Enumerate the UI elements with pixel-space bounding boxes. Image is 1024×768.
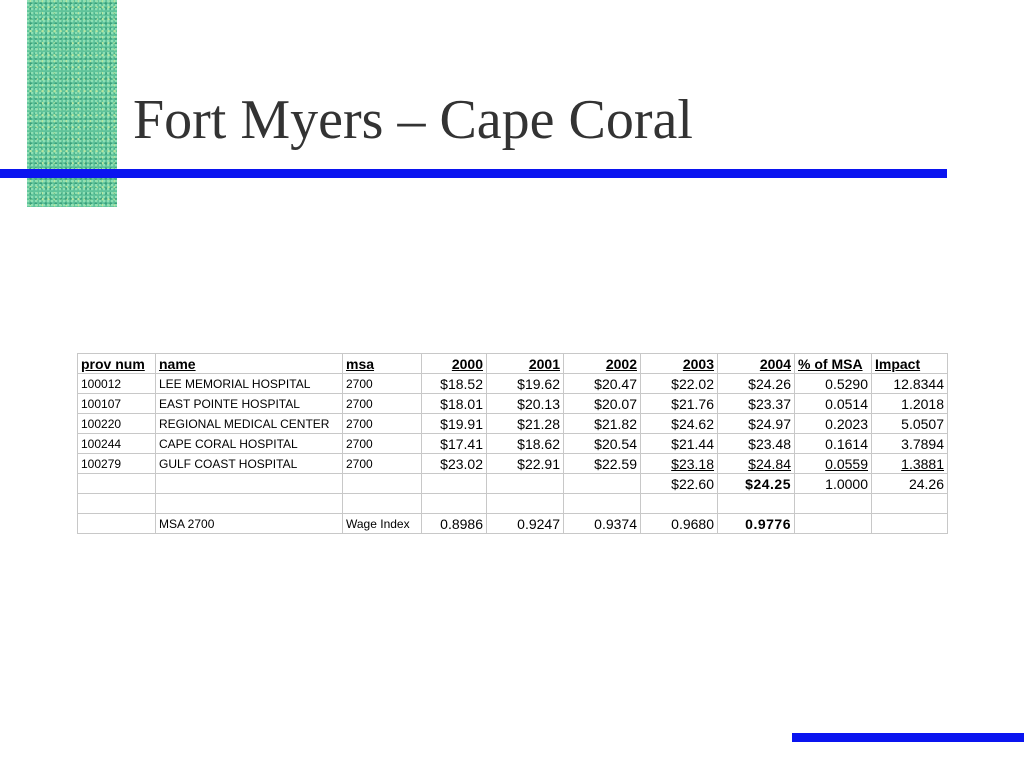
cell-prov-num: 100220 xyxy=(78,414,156,434)
cell-2004: $23.48 xyxy=(718,434,795,454)
cell-2001: $18.62 xyxy=(487,434,564,454)
empty-cell xyxy=(872,494,948,514)
total-2004: $24.25 xyxy=(718,474,795,494)
empty-cell xyxy=(422,474,487,494)
table-row xyxy=(78,434,948,454)
empty-cell xyxy=(718,494,795,514)
col-header-2004: 2004 xyxy=(718,354,795,374)
wage-index-2001: 0.9247 xyxy=(487,514,564,534)
cell-2002: $20.47 xyxy=(564,374,641,394)
col-header-impact: Impact xyxy=(872,354,948,374)
cell-2001: $20.13 xyxy=(487,394,564,414)
empty-cell xyxy=(343,474,422,494)
table-row xyxy=(78,414,948,434)
empty-cell xyxy=(78,514,156,534)
cell-2004: $24.26 xyxy=(718,374,795,394)
footer-accent-line xyxy=(792,733,1024,742)
cell-msa: 2700 xyxy=(343,434,422,454)
cell-impact: 5.0507 xyxy=(872,414,948,434)
total-pct-of-msa: 1.0000 xyxy=(795,474,872,494)
cell-name: REGIONAL MEDICAL CENTER xyxy=(156,414,343,434)
cell-pct-of-msa: 0.0514 xyxy=(795,394,872,414)
empty-cell xyxy=(564,494,641,514)
cell-impact: 12.8344 xyxy=(872,374,948,394)
wage-index-row xyxy=(78,514,948,534)
cell-2002: $20.54 xyxy=(564,434,641,454)
cell-2002: $22.59 xyxy=(564,454,641,474)
empty-cell xyxy=(78,474,156,494)
cell-pct-of-msa: 0.0559 xyxy=(795,454,872,474)
col-header-2003: 2003 xyxy=(641,354,718,374)
empty-cell xyxy=(795,514,872,534)
slide-title: Fort Myers – Cape Coral xyxy=(133,89,693,151)
col-header-msa: msa xyxy=(343,354,422,374)
cell-2004: $24.84 xyxy=(718,454,795,474)
cell-2002: $21.82 xyxy=(564,414,641,434)
cell-2003: $22.02 xyxy=(641,374,718,394)
cell-msa: 2700 xyxy=(343,394,422,414)
empty-cell xyxy=(872,514,948,534)
cell-prov-num: 100012 xyxy=(78,374,156,394)
cell-prov-num: 100107 xyxy=(78,394,156,414)
total-impact: 24.26 xyxy=(872,474,948,494)
cell-msa: 2700 xyxy=(343,414,422,434)
empty-cell xyxy=(343,494,422,514)
col-header-pct-of-msa: % of MSA xyxy=(795,354,872,374)
cell-2002: $20.07 xyxy=(564,394,641,414)
wage-index-2000: 0.8986 xyxy=(422,514,487,534)
cell-2004: $24.97 xyxy=(718,414,795,434)
blank-row xyxy=(78,494,948,514)
cell-2004: $23.37 xyxy=(718,394,795,414)
title-divider-line xyxy=(0,169,947,178)
cell-pct-of-msa: 0.2023 xyxy=(795,414,872,434)
cell-2003: $21.76 xyxy=(641,394,718,414)
cell-2001: $21.28 xyxy=(487,414,564,434)
empty-cell xyxy=(487,494,564,514)
cell-2000: $17.41 xyxy=(422,434,487,454)
cell-2000: $23.02 xyxy=(422,454,487,474)
cell-msa: 2700 xyxy=(343,374,422,394)
cell-2000: $18.01 xyxy=(422,394,487,414)
wage-index-2004: 0.9776 xyxy=(718,514,795,534)
cell-impact: 1.2018 xyxy=(872,394,948,414)
wage-index-2003: 0.9680 xyxy=(641,514,718,534)
empty-cell xyxy=(156,474,343,494)
total-2003: $22.60 xyxy=(641,474,718,494)
cell-2001: $22.91 xyxy=(487,454,564,474)
cell-name: EAST POINTE HOSPITAL xyxy=(156,394,343,414)
cell-2000: $18.52 xyxy=(422,374,487,394)
wage-data-table xyxy=(77,353,948,534)
cell-impact: 1.3881 xyxy=(872,454,948,474)
table-row xyxy=(78,394,948,414)
cell-name: LEE MEMORIAL HOSPITAL xyxy=(156,374,343,394)
table-header-row xyxy=(78,354,948,374)
cell-pct-of-msa: 0.5290 xyxy=(795,374,872,394)
cell-msa: 2700 xyxy=(343,454,422,474)
cell-name: GULF COAST HOSPITAL xyxy=(156,454,343,474)
empty-cell xyxy=(78,494,156,514)
col-header-name: name xyxy=(156,354,343,374)
cell-2003: $23.18 xyxy=(641,454,718,474)
empty-cell xyxy=(641,494,718,514)
cell-2001: $19.62 xyxy=(487,374,564,394)
cell-2003: $21.44 xyxy=(641,434,718,454)
cell-pct-of-msa: 0.1614 xyxy=(795,434,872,454)
cell-prov-num: 100279 xyxy=(78,454,156,474)
table-row xyxy=(78,454,948,474)
cell-2000: $19.91 xyxy=(422,414,487,434)
empty-cell xyxy=(487,474,564,494)
empty-cell xyxy=(564,474,641,494)
wage-index-label: Wage Index xyxy=(343,514,422,534)
table-row xyxy=(78,374,948,394)
col-header-2000: 2000 xyxy=(422,354,487,374)
cell-impact: 3.7894 xyxy=(872,434,948,454)
wage-index-2002: 0.9374 xyxy=(564,514,641,534)
col-header-2001: 2001 xyxy=(487,354,564,374)
col-header-2002: 2002 xyxy=(564,354,641,374)
totals-row xyxy=(78,474,948,494)
empty-cell xyxy=(795,494,872,514)
empty-cell xyxy=(422,494,487,514)
cell-prov-num: 100244 xyxy=(78,434,156,454)
col-header-prov-num: prov num xyxy=(78,354,156,374)
cell-2003: $24.62 xyxy=(641,414,718,434)
empty-cell xyxy=(156,494,343,514)
wage-index-msa-name: MSA 2700 xyxy=(156,514,343,534)
cell-name: CAPE CORAL HOSPITAL xyxy=(156,434,343,454)
